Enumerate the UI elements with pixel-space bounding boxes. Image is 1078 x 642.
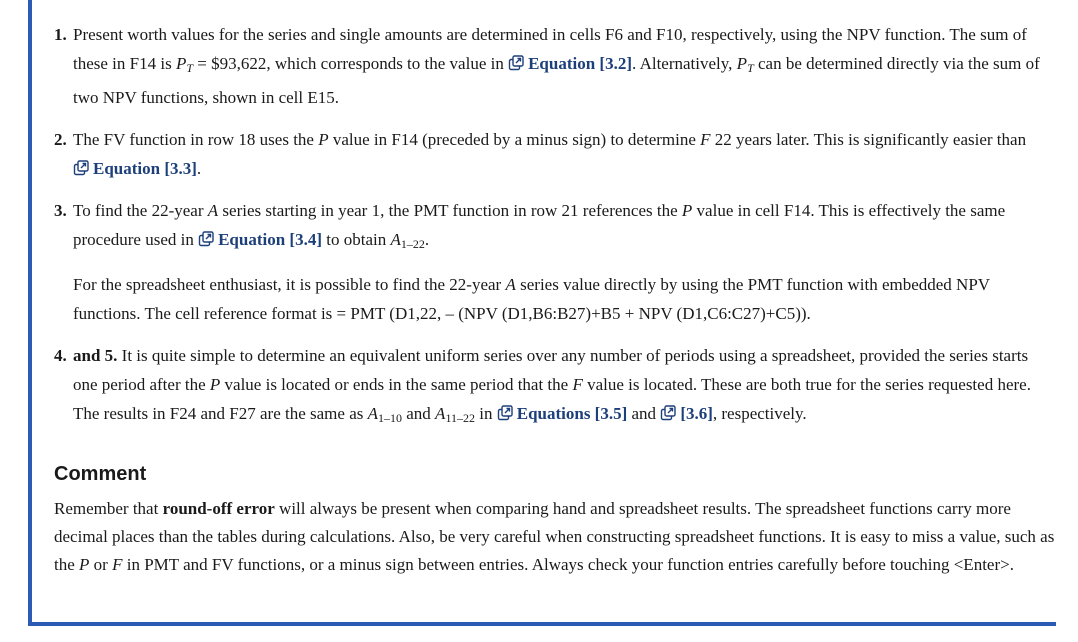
external-link-icon bbox=[73, 160, 89, 176]
subscript: 1–10 bbox=[378, 411, 402, 425]
comment-heading: Comment bbox=[54, 463, 147, 485]
text-segment: and bbox=[402, 404, 436, 423]
subscript: 11–22 bbox=[445, 411, 475, 425]
text-segment: . bbox=[424, 230, 430, 249]
item-number: 2. bbox=[54, 130, 67, 149]
document-content bbox=[54, 20, 1054, 579]
variable: P bbox=[175, 54, 187, 73]
text-segment: in PMT and FV functions, or a minus sign between entries. Always check your function entries carefully before touching <Enter>. bbox=[122, 555, 1014, 574]
list-item-4-5 bbox=[54, 341, 1054, 433]
external-link-icon bbox=[660, 405, 676, 421]
text-segment: series starting in year 1, the PMT function in row 21 references the bbox=[218, 201, 682, 220]
item-text bbox=[73, 20, 1054, 112]
item-text bbox=[73, 125, 1054, 183]
text-segment: The FV function in row 18 uses the bbox=[73, 130, 319, 149]
item-number-suffix: and 5. bbox=[73, 346, 118, 365]
text-segment: For the spreadsheet enthusiast, it is possible to find the 22-year bbox=[73, 275, 506, 294]
variable: F bbox=[572, 375, 583, 394]
subscript: 1–22 bbox=[400, 237, 425, 251]
link-label: Equation [3.4] bbox=[218, 230, 323, 249]
text-segment: To find the 22-year bbox=[73, 201, 208, 220]
item-text bbox=[73, 196, 1054, 328]
link-label: [3.6] bbox=[680, 404, 713, 423]
text-segment: can be determined directly via the sum of two NPV functions, shown in cell E15. bbox=[73, 54, 1040, 107]
external-link-icon bbox=[198, 231, 214, 247]
variable: P bbox=[681, 201, 693, 220]
text-segment: Remember that bbox=[54, 499, 163, 518]
text-segment: value is located or ends in the same period that the bbox=[220, 375, 573, 394]
text-segment: or bbox=[89, 555, 113, 574]
item-number: 3. bbox=[54, 201, 67, 220]
link-label: Equations [3.5] bbox=[516, 404, 628, 423]
variable: P bbox=[209, 375, 221, 394]
variable: F bbox=[112, 555, 123, 574]
link-label: Equation [3.3] bbox=[93, 159, 197, 178]
external-link-icon bbox=[508, 55, 524, 71]
text-segment: = $93,622, which corresponds to the value in bbox=[193, 54, 509, 73]
item-number: 4. bbox=[54, 346, 67, 365]
equation-link-3-4[interactable] bbox=[198, 230, 322, 249]
subscript: T bbox=[186, 61, 194, 75]
variable: A bbox=[505, 275, 516, 294]
text-segment: Present worth values for the series and single amounts are determined in cells F6 and F10, respectively, using the NPV function. The sum of these in F14 is bbox=[73, 25, 1027, 73]
variable: A bbox=[435, 404, 446, 423]
equation-link-3-5[interactable] bbox=[497, 404, 628, 423]
list-item-3 bbox=[54, 196, 1054, 328]
text-segment: , respectively. bbox=[712, 404, 807, 423]
text-segment: to obtain bbox=[322, 230, 391, 249]
text-segment: and bbox=[627, 404, 661, 423]
variable: P bbox=[318, 130, 329, 149]
equation-link-3-2[interactable] bbox=[508, 54, 632, 73]
equation-link-3-6[interactable] bbox=[660, 404, 713, 423]
external-link-icon bbox=[497, 405, 513, 421]
text-segment: . bbox=[196, 159, 202, 178]
item-text bbox=[73, 341, 1054, 433]
link-label: Equation [3.2] bbox=[528, 54, 633, 73]
text-segment: value in cell F14. This is effectively the same procedure used in bbox=[73, 201, 1006, 249]
subscript: T bbox=[747, 61, 754, 75]
item-paragraph bbox=[73, 196, 1054, 259]
text-segment: 22 years later. This is significantly easier than bbox=[710, 130, 1027, 149]
variable: A bbox=[207, 201, 219, 220]
comment-body bbox=[54, 495, 1056, 579]
text-segment: series value directly by using the PMT function with embedded NPV functions. The cell reference format is = PMT (D1,22, – (NPV (D1,B6:B27)+B5 + NPV (D1,C6:C27)+C5)). bbox=[73, 275, 990, 323]
text-segment: in bbox=[475, 404, 497, 423]
equation-link-3-3[interactable] bbox=[73, 159, 197, 178]
list-item-1 bbox=[54, 20, 1054, 112]
text-segment: . Alternatively, bbox=[632, 54, 737, 73]
variable: A bbox=[390, 230, 401, 249]
item-number: 1. bbox=[54, 25, 67, 44]
text-segment: will always be present when comparing hand and spreadsheet results. The spreadsheet functions carry more decimal places than the tables during calculations. Also, be very careful when constructing spreadsheet functions. It is easy to miss a value, such as the bbox=[54, 499, 1055, 574]
variable: F bbox=[700, 130, 711, 149]
text-segment: value is located. These are both true for the series requested here. The results in F24 and F27 are the same as bbox=[73, 375, 1031, 423]
variable: P bbox=[79, 555, 90, 574]
text-segment: value in F14 (preceded by a minus sign) to determine bbox=[328, 130, 701, 149]
bold-term: round-off error bbox=[162, 499, 275, 518]
variable: A bbox=[367, 404, 378, 423]
variable: P bbox=[736, 54, 748, 73]
text-segment: It is quite simple to determine an equivalent uniform series over any number of periods using a spreadsheet, provided the series starts one period after the bbox=[73, 346, 1029, 394]
item-paragraph bbox=[73, 270, 1054, 328]
list-item-2 bbox=[54, 125, 1054, 183]
